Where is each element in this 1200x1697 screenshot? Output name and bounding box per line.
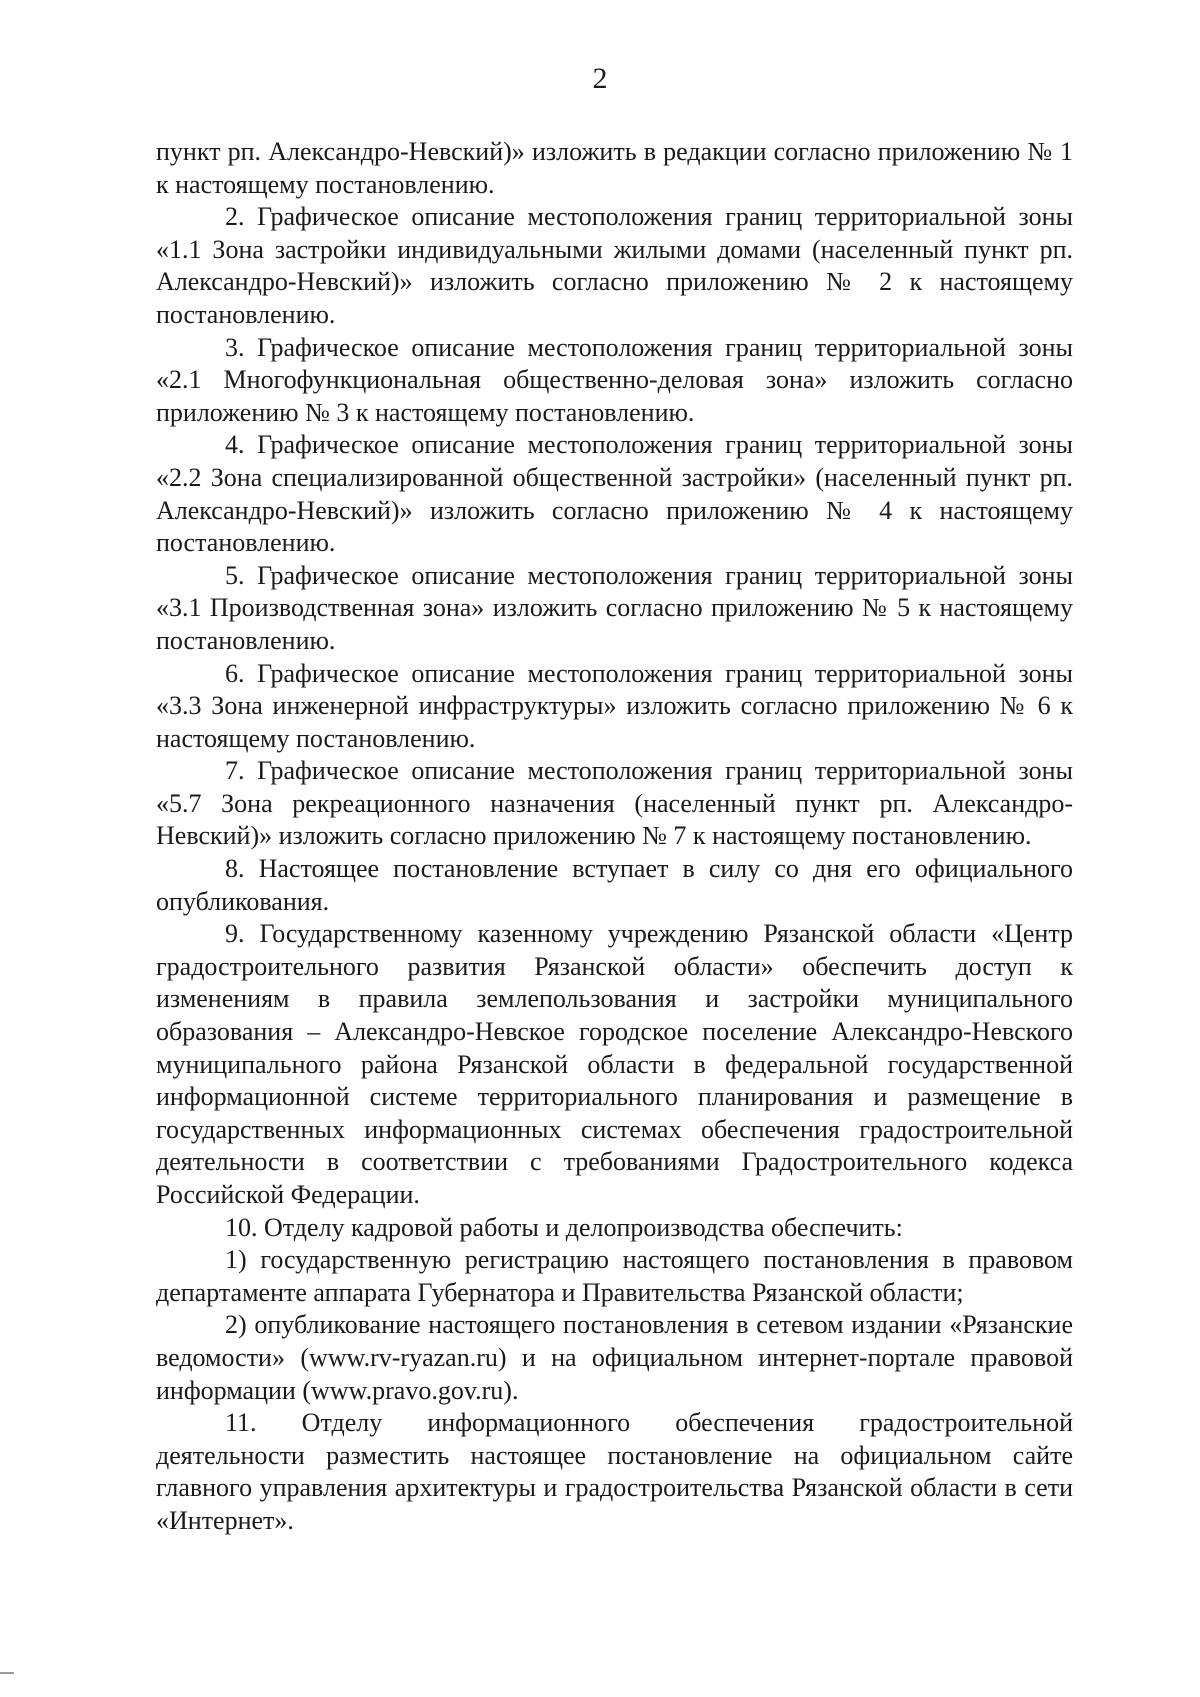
paragraph-item-9: 9. Государственному казенному учреждению Рязанской области «Центр градостроительного развития Рязанской области» обеспечить доступ к изменениям в правила землепользования и застройки муниципального образования – Александро-Невское городское поселение Александро-Невского муниципального района Рязанской области в федеральной государственной информационной системе территориального планирования и размещение в государственных информационных системах обеспечения градостроительной деятельности в соответствии с требованиями Градостроительного кодекса Российской Федерации.	[156, 919, 1073, 1209]
paragraph-item-5: 5. Графическое описание местоположения границ территориальной зоны «3.1 Производственная зона» изложить согласно приложению № 5 к настоящему постановлению.	[156, 560, 1073, 655]
paragraph-item-8: 8. Настоящее постановление вступает в силу со дня его официального опубликования.	[156, 854, 1073, 916]
paragraph-item-2: 2. Графическое описание местоположения границ территориальной зоны «1.1 Зона застройки индивидуальными жилыми домами (населенный пункт рп. Александро-Невский)» изложить согласно приложению № 2 к настоящему постановлению.	[156, 202, 1073, 329]
paragraph-subitem-10-2: 2) опубликование настоящего постановления в сетевом издании «Рязанские ведомости» (www.rv-ryazan.ru) и на официальном интернет-портале правовой информации (www.pravo.gov.ru).	[156, 1310, 1073, 1405]
paragraph-item-6: 6. Графическое описание местоположения границ территориальной зоны «3.3 Зона инженерной инфраструктуры» изложить согласно приложению № 6 к настоящему постановлению.	[156, 658, 1073, 753]
scan-edge-mark	[0, 1672, 14, 1674]
paragraph-item-3: 3. Графическое описание местоположения границ территориальной зоны «2.1 Многофункциональная общественно-деловая зона» изложить согласно приложению № 3 к настоящему постановлению.	[156, 332, 1073, 427]
paragraph-subitem-10-1: 1) государственную регистрацию настоящего постановления в правовом департаменте аппарата Губернатора и Правительства Рязанской области;	[156, 1245, 1073, 1307]
paragraph-item-10: 10. Отделу кадровой работы и делопроизводства обеспечить:	[225, 1212, 903, 1242]
paragraph-item-11: 11. Отделу информационного обеспечения градостроительной деятельности разместить настоящее постановление на официальном сайте главного управления архитектуры и градостроительства Рязанской области в сети «Интернет».	[156, 1408, 1073, 1535]
page-number: 2	[592, 62, 608, 95]
paragraph-continuation: пункт рп. Александро-Невский)» изложить в редакции согласно приложению № 1 к настоящему постановлению.	[156, 137, 1073, 199]
document-body	[156, 136, 1073, 1538]
paragraph-item-7: 7. Графическое описание местоположения границ территориальной зоны «5.7 Зона рекреационного назначения (населенный пункт рп. Александро-Невский)» изложить согласно приложению № 7 к настоящему постановлению.	[156, 756, 1073, 851]
paragraph-item-4: 4. Графическое описание местоположения границ территориальной зоны «2.2 Зона специализированной общественной застройки» (населенный пункт рп. Александро-Невский)» изложить согласно приложению № 4 к настоящему постановлению.	[156, 430, 1073, 558]
